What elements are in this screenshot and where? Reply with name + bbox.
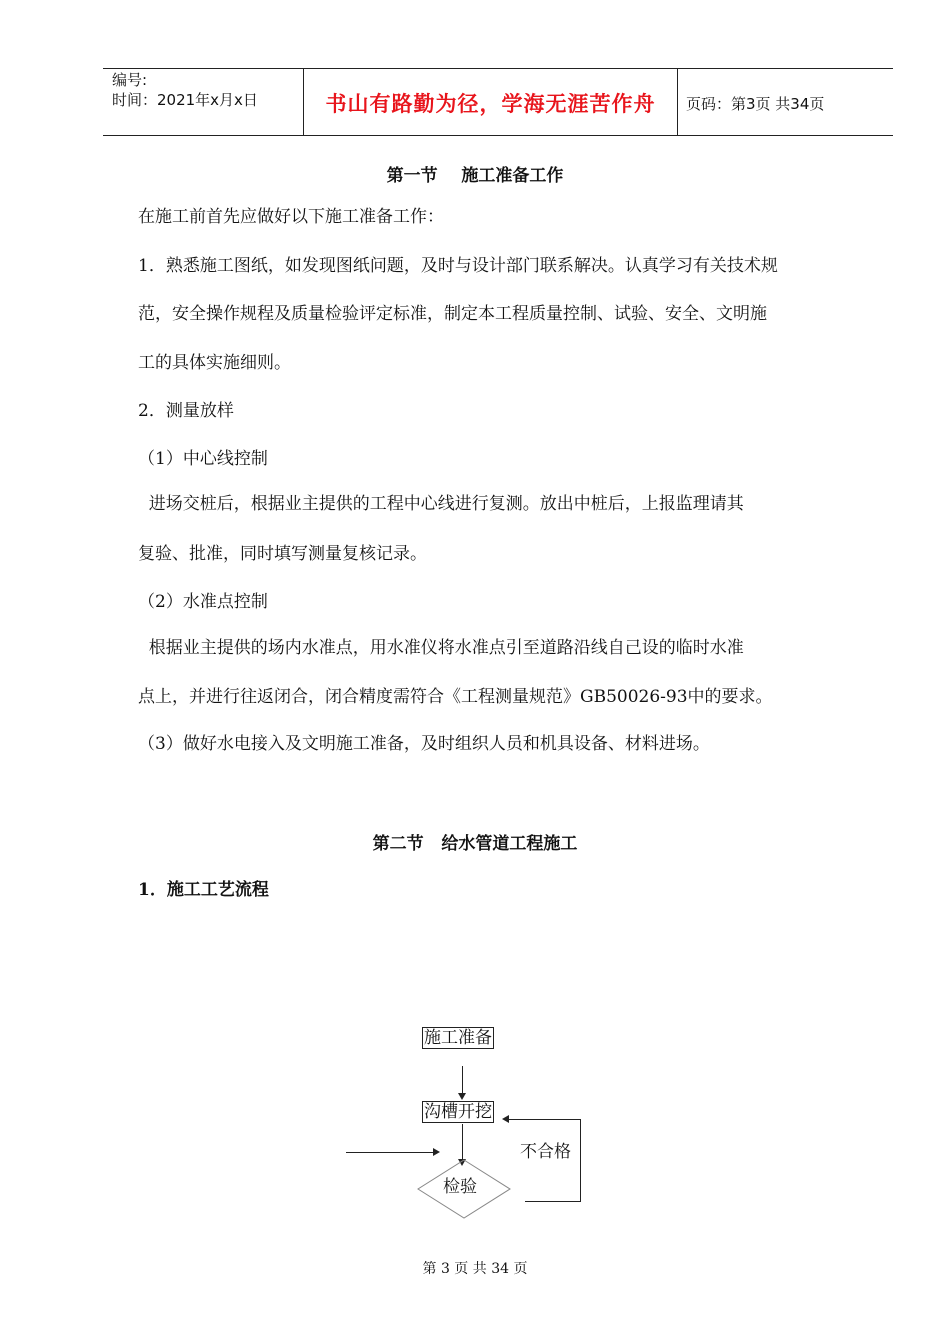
flow-arrow-in: [346, 1152, 436, 1153]
section2-title: 第二节 给水管道工程施工: [372, 834, 578, 854]
paragraph: 在施工前首先应做好以下施工准备工作：: [138, 207, 444, 227]
paragraph: 2．测量放样: [138, 401, 234, 421]
header-page-info: 页码：第3页 共34页: [686, 95, 825, 113]
paragraph: 复验、批准，同时填写测量复核记录。: [138, 544, 427, 564]
arrow-head-icon: [458, 1093, 466, 1100]
section2-subheading: 1．施工工艺流程: [138, 880, 269, 900]
paragraph: 工的具体实施细则。: [138, 353, 291, 373]
header-motto: 书山有路勤为径，学海无涯苦作舟: [325, 92, 656, 116]
flow-loop-bottom: [525, 1201, 581, 1202]
header-meta: [112, 70, 258, 110]
paragraph: 进场交桩后，根据业主提供的工程中心线进行复测。放出中桩后，上报监理请其: [138, 494, 744, 514]
flow-step-trench: 沟槽开挖: [424, 1102, 492, 1122]
arrow-head-icon: [502, 1115, 509, 1123]
flow-fail-label: 不合格: [520, 1142, 571, 1162]
header-divider-right: [677, 68, 678, 136]
paragraph: 点上，并进行往返闭合，闭合精度需符合《工程测量规范》GB50026-93中的要求。: [138, 687, 773, 707]
header-top-rule: [103, 68, 893, 69]
paragraph: 范，安全操作规程及质量检验评定标准，制定本工程质量控制、试验、安全、文明施: [138, 304, 767, 324]
page-footer: 第 3 页 共 34 页: [422, 1261, 528, 1277]
paragraph: （1）中心线控制: [138, 449, 268, 469]
paragraph: （3）做好水电接入及文明施工准备，及时组织人员和机具设备、材料进场。: [138, 734, 710, 754]
header-bottom-rule: [103, 135, 893, 136]
paragraph: （2）水准点控制: [138, 592, 268, 612]
paragraph: 根据业主提供的场内水准点，用水准仪将水准点引至道路沿线自己设的临时水准: [138, 638, 744, 658]
flow-step-inspect: 检验: [443, 1177, 477, 1197]
section1-title: 第一节 施工准备工作: [386, 166, 564, 186]
flow-loop-right: [580, 1119, 581, 1201]
arrow-head-icon: [433, 1148, 440, 1156]
header-number-label: 编号:: [112, 71, 148, 89]
paragraph: 1．熟悉施工图纸，如发现图纸问题，及时与设计部门联系解决。认真学习有关技术规: [138, 256, 778, 276]
flow-step-prepare: 施工准备: [424, 1028, 492, 1048]
flow-loop-top: [504, 1119, 580, 1120]
header-time-label: 时间：2021年x月x日: [112, 91, 258, 109]
